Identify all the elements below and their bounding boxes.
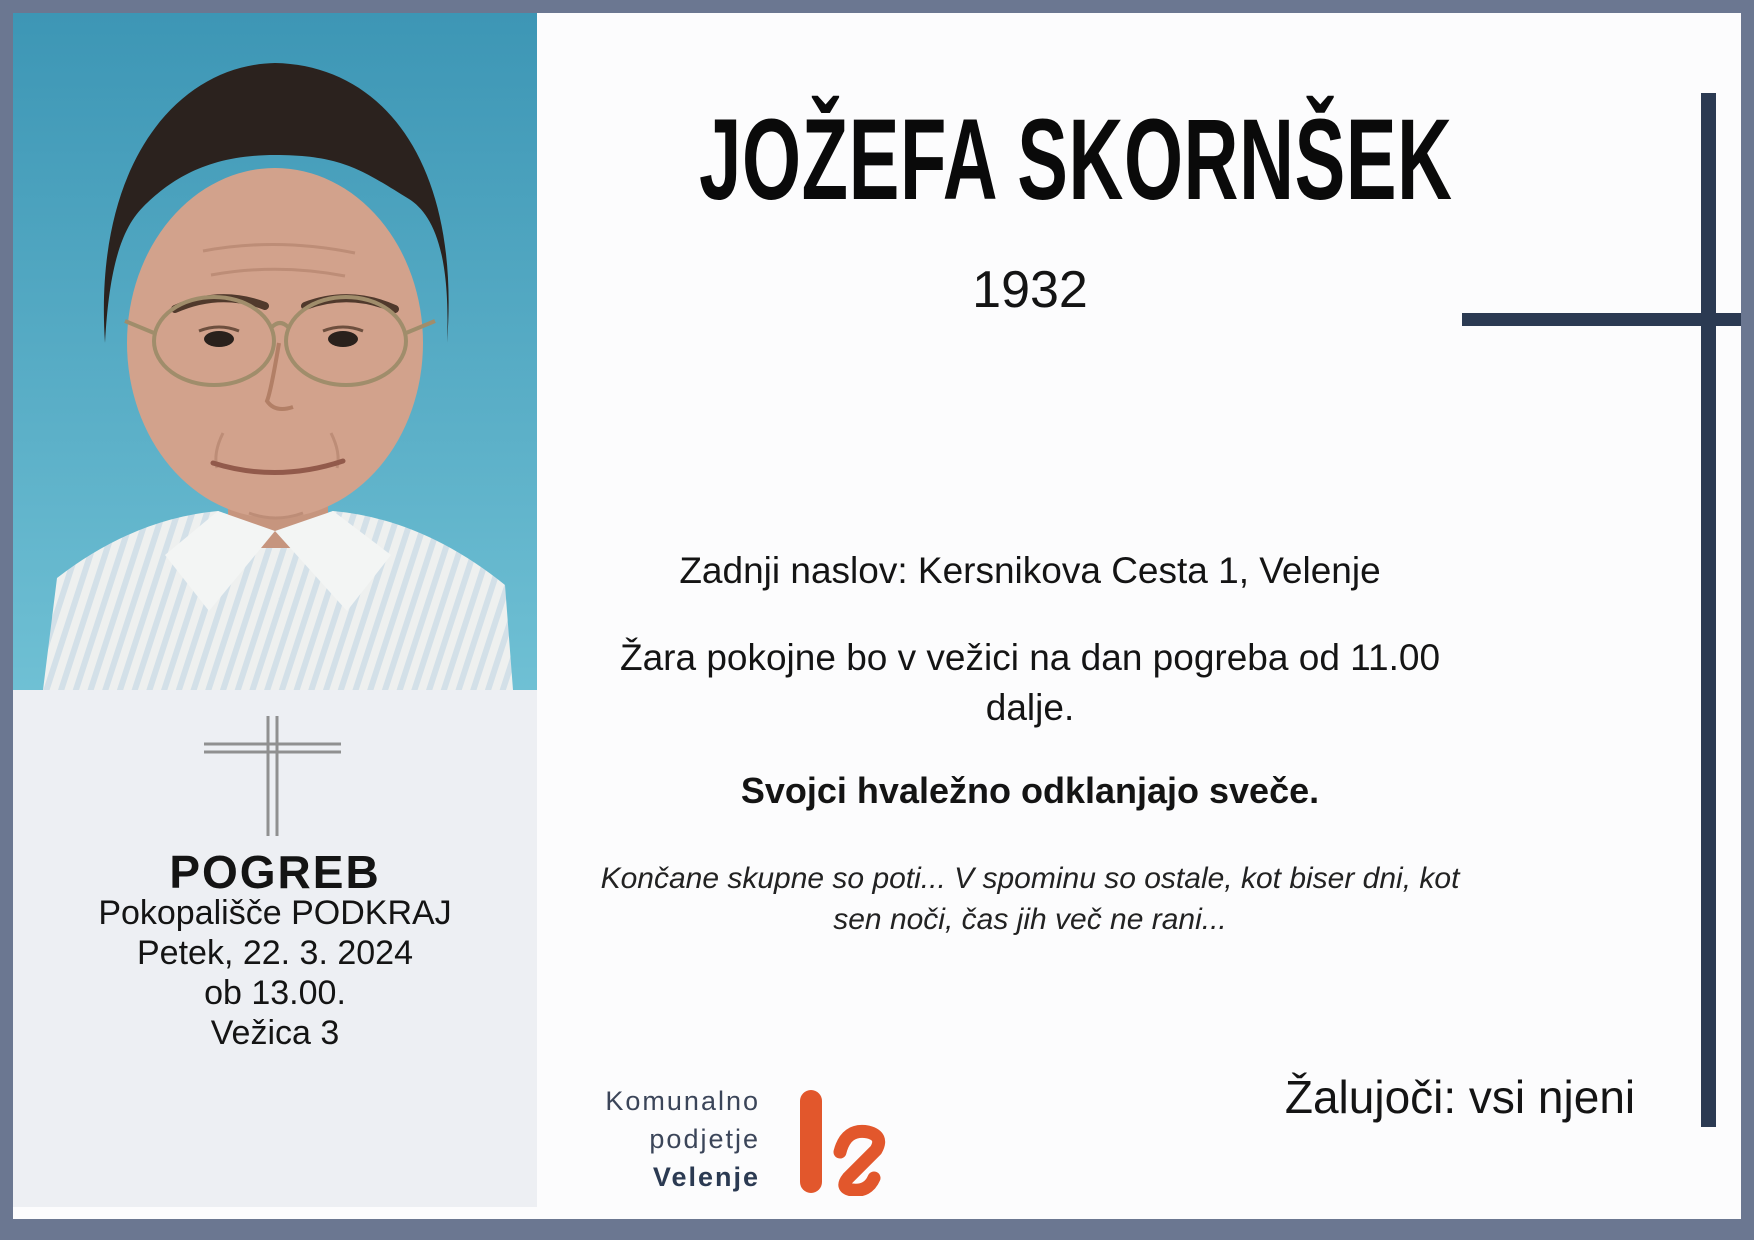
page-title xyxy=(505,96,1485,224)
funeral-heading: POGREB xyxy=(169,846,381,898)
funeral-chapel: Vežica 3 xyxy=(210,1014,340,1052)
deceased-name: JOŽEFA SKORNŠEK xyxy=(699,96,1453,224)
memorial-cross-vertical-bar xyxy=(1701,93,1716,1127)
memorial-verse-line2: sen noči, čas jih več ne rani... xyxy=(833,903,1227,936)
memorial-verse-line1: Končane skupne so poti... V spominu so ostale, kot biser dni, kot xyxy=(600,862,1460,895)
company-logo-text xyxy=(490,1082,760,1196)
urn-info xyxy=(545,633,1515,733)
portrait-photo xyxy=(13,13,537,690)
urn-info-line2: dalje. xyxy=(985,687,1075,728)
logo-line-komunalno: Komunalno xyxy=(605,1086,760,1116)
mourners-line: Žalujoči: vsi njeni xyxy=(1284,1071,1636,1123)
card-border-right xyxy=(1741,0,1754,1240)
birth-year: 1932 xyxy=(972,261,1088,319)
urn-info-line1: Žara pokojne bo v vežici na dan pogreba od 11.00 xyxy=(619,637,1441,678)
funeral-details xyxy=(13,893,537,1053)
card-border-left xyxy=(0,0,13,1240)
candles-note: Svojci hvaležno odklanjajo sveče. xyxy=(740,770,1320,811)
cross-icon xyxy=(198,712,348,840)
logo-line-podjetje: podjetje xyxy=(649,1124,760,1154)
last-address-line: Zadnji naslov: Kersnikova Cesta 1, Velenje xyxy=(679,550,1381,591)
funeral-cemetery: Pokopališče PODKRAJ xyxy=(98,894,452,932)
logo-line-velenje: Velenje xyxy=(652,1162,760,1192)
card-border-top xyxy=(0,0,1754,13)
memorial-cross-horizontal-bar xyxy=(1462,313,1742,326)
funeral-date: Petek, 22. 3. 2024 xyxy=(137,934,413,972)
card-border-bottom xyxy=(0,1219,1754,1240)
kpv-logo-icon xyxy=(798,1086,890,1196)
funeral-time: ob 13.00. xyxy=(204,974,346,1012)
memorial-verse xyxy=(545,858,1515,940)
